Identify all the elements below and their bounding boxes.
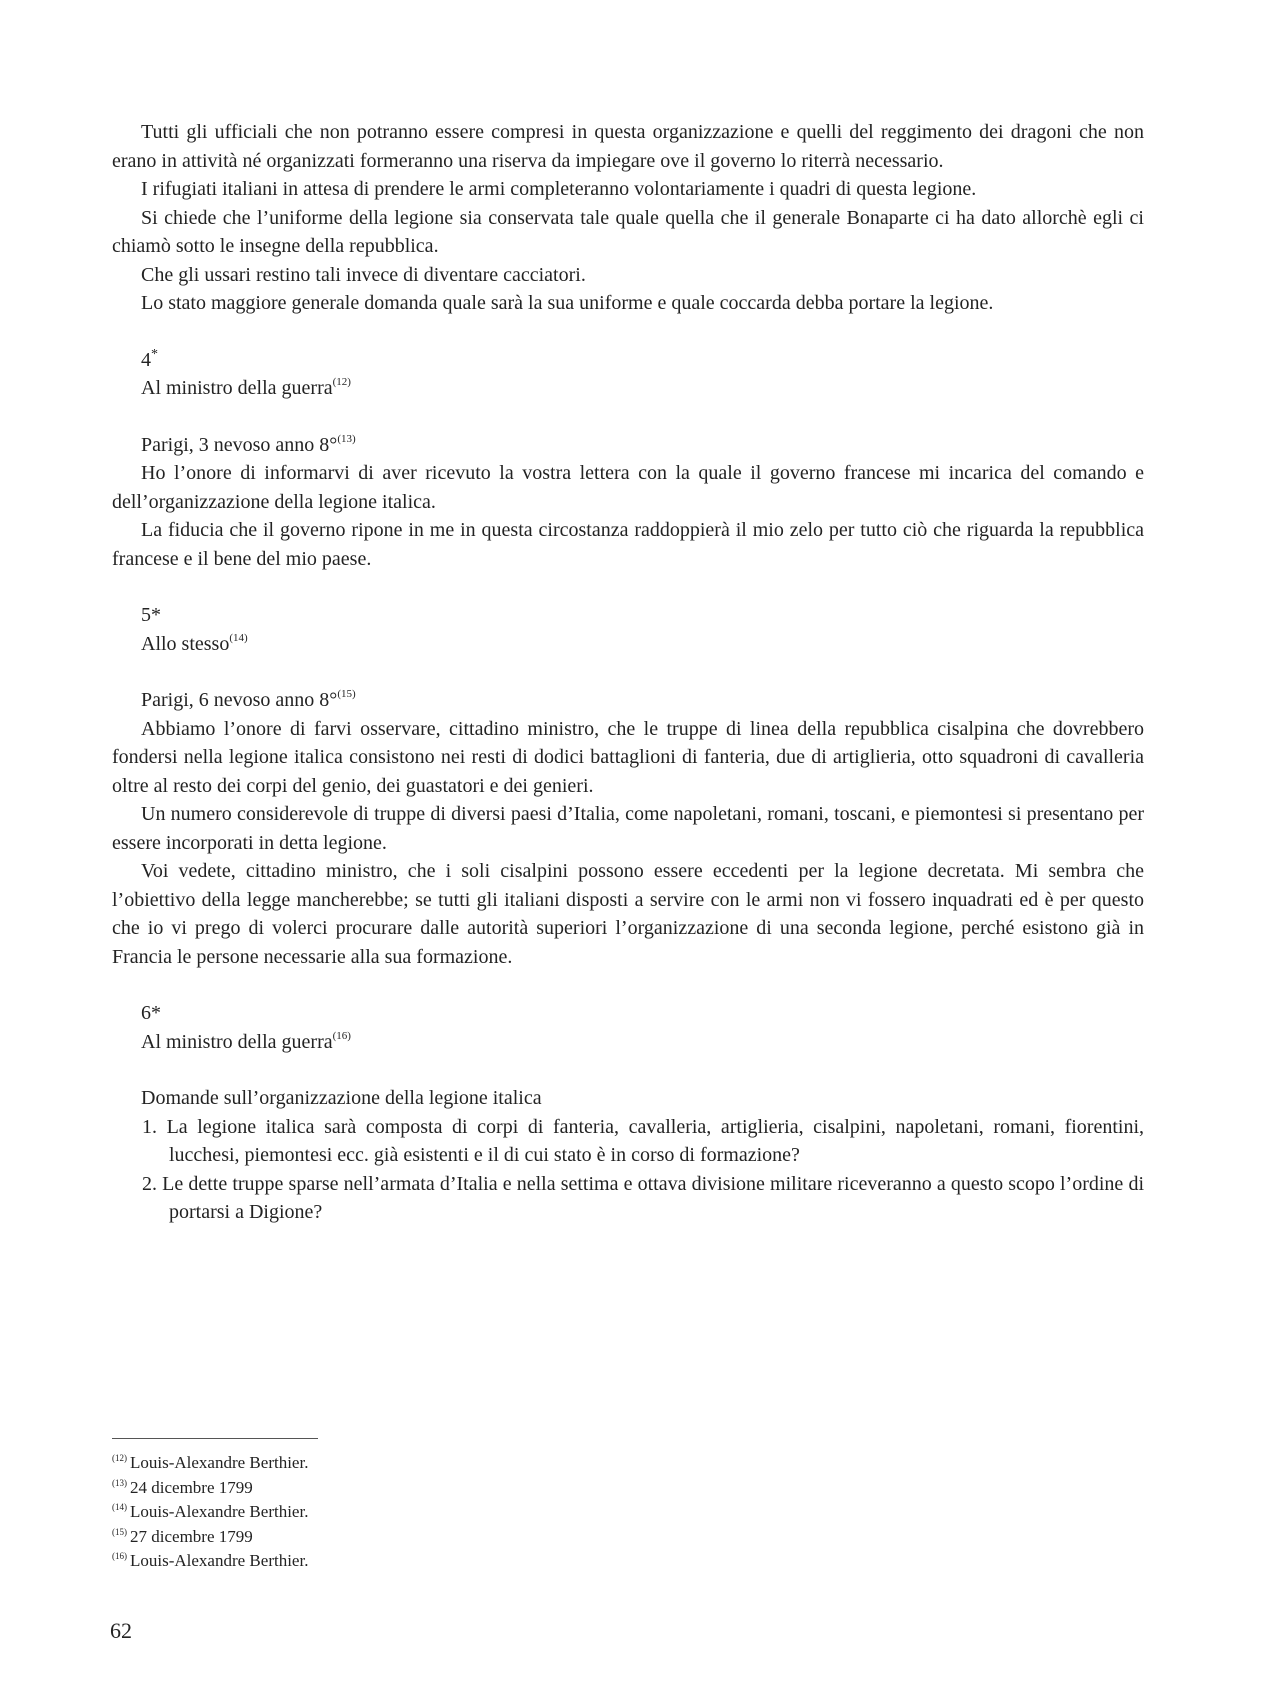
paragraph: Tutti gli ufficiali che non potranno essere compresi in questa organizzazione e quelli del reggimento dei dragoni che non erano in attività né organizzati formeranno una riserva da impiegare ove il governo lo riterrà necessario. [112,121,1144,172]
questions-list [112,1113,1144,1227]
document-number-5: 5* [141,604,161,626]
list-item: 2. Le dette truppe sparse nell’armata d’Italia e nella settima e ottava divisione militare riceveranno a questo scopo l’ordine di portarsi a Digione? [142,1172,1144,1223]
footnotes [112,1451,308,1574]
paragraph: Ho l’onore di informarvi di aver ricevuto la vostra lettera con la quale il governo francese mi incarica del comando e dell’organizzazione della legione italica. [112,462,1144,513]
footnote-ref: (15) [337,688,356,700]
footnote-ref: (12) [332,376,351,388]
footnote-divider [112,1438,318,1439]
paragraph: Si chiede che l’uniforme della legione sia conservata tale quale quella che il generale Bonaparte ci ha dato allorchè egli ci chiamò sotto le insegne della repubblica. [112,206,1144,257]
page-number: 62 [110,1618,132,1643]
questions-heading: Domande sull’organizzazione della legione italica [141,1087,542,1109]
footnote: $^{(13)}$ 24 dicembre 1799 [112,1477,253,1497]
paragraph: Lo stato maggiore generale domanda quale sarà la sua uniforme e quale coccarda debba portare la legione. [141,292,994,314]
paragraph: Che gli ussari restino tali invece di diventare cacciatori. [141,263,586,286]
paragraph: La fiducia che il governo ripone in me in questa circostanza raddoppierà il mio zelo per tutto ciò che riguarda la repubblica francese e il bene del mio paese. [112,519,1144,570]
document-date: Parigi, 3 nevoso anno 8°$^{(13)}$ [141,432,356,456]
main-text [112,118,1144,1227]
footnote-ref: (16) [332,1029,351,1042]
paragraph: I rifugiati italiani in attesa di prendere le armi completeranno volontariamente i quadri di questa legione. [141,178,977,200]
footnote: $^{(15)}$ 27 dicembre 1799 [112,1526,253,1546]
document-recipient: Al ministro della guerra$^{(12)}$ [141,376,351,399]
document-number-4: 4* [141,346,158,371]
paragraph: Voi vedete, cittadino ministro, che i soli cisalpini possono essere eccedenti per la legione decretata. Mi sembra che l’obiettivo della legge mancherebbe; se tutti gli italiani disposti a servire con le armi non vi fossero inquadrati ed è per questo che io vi prego di volerci procurare dalle autorità superiori l’organizzazione di una seconda legione, perché esistono già in Francia le persone necessarie alla sua formazione. [112,860,1144,968]
footnote: $^{(12)}$ Louis-Alexandre Berthier. [112,1453,309,1472]
footnote: $^{(16)}$ Louis-Alexandre Berthier. [112,1551,309,1570]
paragraph: Un numero considerevole di truppe di diversi paesi d’Italia, come napoletani, romani, toscani, e piemontesi si presentano per essere incorporati in detta legione. [112,803,1144,854]
footnote: $^{(14)}$ Louis-Alexandre Berthier. [112,1502,309,1521]
document-recipient: Al ministro della guerra$^{(16)}$ [141,1029,351,1053]
document-date: Parigi, 6 nevoso anno 8°$^{(15)}$ [141,688,356,711]
footnote-ref: (13) [337,432,356,445]
list-item: 1. La legione italica sarà composta di corpi di fanteria, cavalleria, artiglieria, cisalpini, napoletani, romani, fiorentini, lucchesi, piemontesi ecc. già esistenti e il di cui stato è in corso di formazione? [142,1115,1144,1166]
document-recipient: Allo stesso$^{(14)}$ [141,631,248,655]
paragraph: Abbiamo l’onore di farvi osservare, cittadino ministro, che le truppe di linea della repubblica cisalpina che dovrebbero fondersi nella legione italica consistono nei resti di dodici battaglioni di fanteria, due di artiglieria, otto squadroni di cavalleria oltre al resto dei corpi del genio, dei guastatori e dei genieri. [112,717,1144,797]
document-number-6: 6* [141,1002,161,1024]
footnote-ref: (14) [229,631,248,644]
